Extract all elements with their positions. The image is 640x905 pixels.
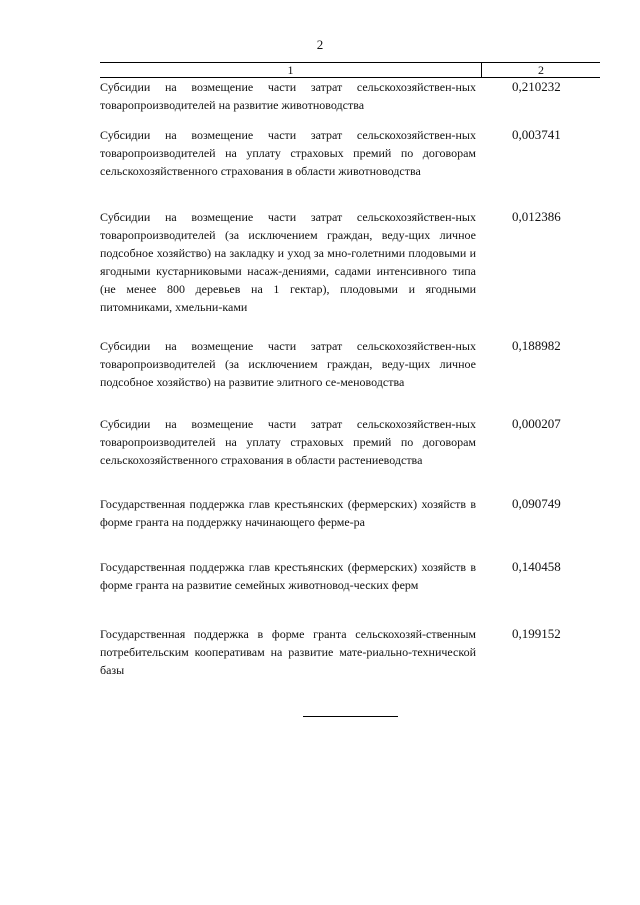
table-row (100, 625, 600, 679)
column-header-1: 1 (100, 63, 482, 77)
column-header-2: 2 (538, 63, 544, 77)
row-value: 0,210232 (512, 79, 561, 94)
row-value: 0,003741 (512, 127, 561, 142)
row-value: 0,140458 (512, 559, 561, 574)
row-value: 0,188982 (512, 338, 561, 353)
table-header (100, 62, 600, 78)
row-description: Субсидии на возмещение части затрат сельскохозяйствен-ных товаропроизводителей на уплату страховых премий по договорам сельскохозяйственного страхования в области животноводства (100, 128, 476, 178)
closing-divider (303, 716, 398, 717)
table-row (100, 415, 600, 469)
row-description: Субсидии на возмещение части затрат сельскохозяйствен-ных товаропроизводителей (за исключением граждан, веду-щих личное подсобное хозяйство) на закладку и уход за мно-голетними плодовыми и ягодными кустарниковыми насаж-дениями, садами интенсивного типа (не менее 800 деревьев на 1 гектар), плодовыми и ягодными питомниками, хмельни-ками (100, 210, 476, 314)
subsidy-table (100, 62, 600, 677)
row-value: 0,090749 (512, 496, 561, 511)
row-description: Субсидии на возмещение части затрат сельскохозяйствен-ных товаропроизводителей (за исключением граждан, веду-щих личное подсобное хозяйство) на развитие элитного се-меноводства (100, 339, 476, 389)
row-description: Государственная поддержка в форме гранта сельскохозяй-ственным потребительским кооперативам на развитие мате-риально-технической базы (100, 627, 476, 677)
row-description: Субсидии на возмещение части затрат сельскохозяйствен-ных товаропроизводителей на уплату страховых премий по договорам сельскохозяйственного страхования в области растениеводства (100, 417, 476, 467)
table-row (100, 126, 600, 180)
row-description: Государственная поддержка глав крестьянских (фермерских) хозяйств в форме гранта на развитие семейных животновод-ческих ферм (100, 560, 476, 592)
row-value: 0,012386 (512, 209, 561, 224)
table-row (100, 78, 600, 114)
page-number: 2 (316, 37, 324, 52)
row-description: Субсидии на возмещение части затрат сельскохозяйствен-ных товаропроизводителей на развитие животноводства (100, 80, 476, 112)
table-row (100, 208, 600, 316)
table-row (100, 337, 600, 391)
table-row (100, 558, 600, 594)
row-value: 0,199152 (512, 626, 561, 641)
table-row (100, 495, 600, 531)
row-value: 0,000207 (512, 416, 561, 431)
row-description: Государственная поддержка глав крестьянских (фермерских) хозяйств в форме гранта на поддержку начинающего ферме-ра (100, 497, 476, 529)
